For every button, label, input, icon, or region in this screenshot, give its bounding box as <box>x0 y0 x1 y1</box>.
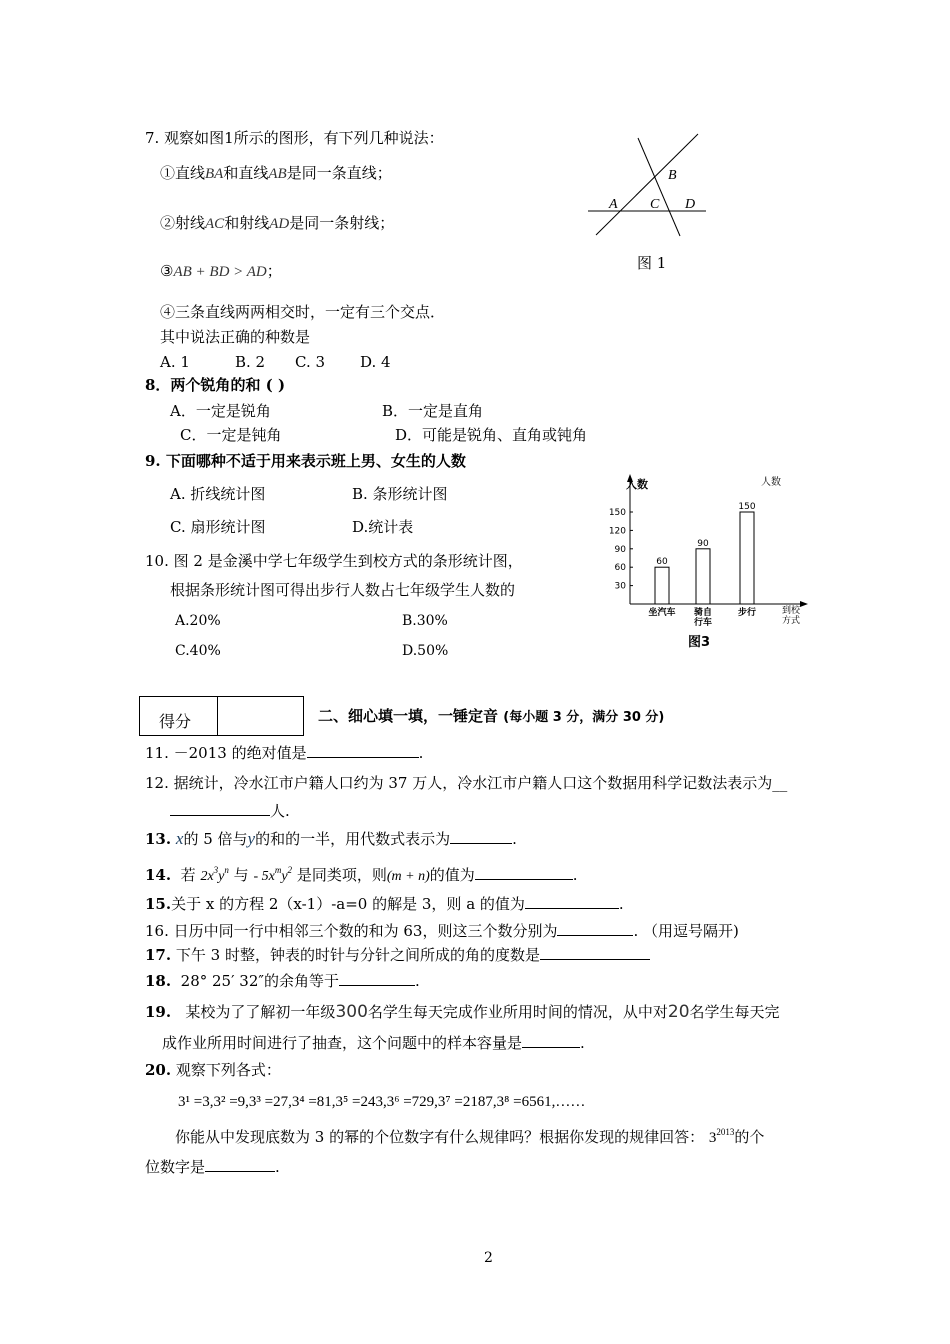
q12-line-2: 人. <box>170 801 290 821</box>
q7-statement-4: ④三条直线两两相交时，一定有三个交点． <box>160 303 446 321</box>
q14-term-1: $2x^3y^n$ <box>200 865 229 884</box>
q8-option-c: C．一定是钝角 <box>180 426 282 444</box>
q20-power-expr: $3^{2013}$ <box>708 1127 735 1146</box>
q20-powers: 3¹ =3,3² =9,3³ =27,3⁴ =81,3⁵ =243,3⁶ =729,3⁷ =2187,3⁸ =6561,…… <box>178 1094 586 1110</box>
q10-line-2: 根据条形统计图可得出步行人数占七年级学生人数的 <box>170 581 516 599</box>
category-label-2-2: 行车 <box>693 618 713 628</box>
q12-line-1: 12. 据统计，冷水江市户籍人口约为 37 万人，冷水江市户籍人口这个数据用科学记数法表示为__ <box>145 774 788 792</box>
page-number: 2 <box>484 1250 493 1266</box>
q13-blank[interactable] <box>450 829 512 844</box>
q19-line-1: 19. 某校为了了解初一年级300名学生每天完成作业所用时间的情况，从中对20名学生每天完 <box>145 1002 780 1022</box>
q18-blank[interactable] <box>339 971 415 986</box>
q12-blank[interactable] <box>170 801 270 816</box>
q16: 16. 日历中同一行中相邻三个数的和为 63，则这三个数分别为 . （用逗号隔开) <box>145 922 739 940</box>
label-a: A <box>609 197 618 212</box>
figure-1-caption: 图 1 <box>637 254 667 272</box>
q10-option-c: C.40% <box>175 643 221 659</box>
q15: 15.关于 x 的方程 2（x-1）-a=0 的解是 3，则 a 的值为 . <box>145 895 624 913</box>
figure-3-bar-chart <box>596 470 821 655</box>
q13: 13. x的 5 倍与y的和的一半，用代数式表示为 . <box>145 829 517 848</box>
q11-blank[interactable] <box>307 743 419 758</box>
q11: 11. －2013 的绝对值是 . <box>145 744 424 762</box>
y-tick-label-60: 60 <box>614 563 626 574</box>
y-tick-label-150: 150 <box>608 508 626 518</box>
y-tick-label-120: 120 <box>608 526 626 537</box>
q20-line-3: 你能从中发现底数为 3 的幂的个位数字有什么规律吗？根据你发现的规律回答： $3^{2013}$的个 <box>175 1127 765 1146</box>
q7-statement-2: ②射线AC和射线AD是同一条射线； <box>160 214 395 232</box>
q20-blank[interactable] <box>205 1157 275 1172</box>
q9-option-d: D.统计表 <box>352 518 414 536</box>
label-b: B <box>668 168 677 183</box>
q9-option-b: B. 条形统计图 <box>352 485 448 503</box>
bar-value-3: 150 <box>738 502 756 512</box>
q10-option-d: D.50% <box>402 643 449 659</box>
q7-option-b: B. 2 <box>235 353 266 371</box>
category-label-1: 坐汽车 <box>648 608 676 618</box>
q10-option-a: A.20% <box>175 613 221 629</box>
q14-blank[interactable] <box>475 865 573 880</box>
label-d: D <box>685 197 696 212</box>
q19-line-2: 成作业所用时间进行了抽查，这个问题中的样本容量是 . <box>162 1034 585 1052</box>
y-tick-label-30: 30 <box>614 581 626 592</box>
q9-option-a: A. 折线统计图 <box>170 485 266 503</box>
q7-option-c: C. 3 <box>295 353 326 371</box>
q7-statement-1: ①直线BA和直线AB是同一条直线； <box>160 164 392 182</box>
line-through-a <box>596 134 698 235</box>
q7-ask: 其中说法正确的种数是 <box>160 328 311 346</box>
q7-option-a: A. 1 <box>160 353 190 371</box>
bar-3 <box>740 512 754 604</box>
x-axis-label-2: 方式 <box>782 616 801 626</box>
q14-term-2: - $5x^my^2$ <box>253 865 293 884</box>
q7-statement-3: ③AB + BD > AD； <box>160 262 282 280</box>
figure-3-caption: 图3 <box>688 635 711 650</box>
q10-line-1: 10. 图 2 是金溪中学七年级学生到校方式的条形统计图， <box>145 552 523 570</box>
q14-expr: (m + n) <box>386 869 430 884</box>
score-label: 得分 <box>159 712 192 731</box>
section-2-title: 二、细心填一填，一锤定音 (每小题 3 分，满分 30 分) <box>318 707 665 725</box>
y-axis-label-secondary: 人数 <box>761 477 781 488</box>
q15-blank[interactable] <box>525 894 619 909</box>
y-axis-label: 人数 <box>626 478 648 491</box>
q8-option-b: B．一定是直角 <box>382 402 484 420</box>
label-c: C <box>650 197 660 212</box>
q20-line-4: 位数字是 . <box>145 1158 280 1176</box>
q7-stem: 7. 观察如图1所示的图形，有下列几种说法： <box>145 129 444 147</box>
q8-option-d: D．可能是锐角、直角或钝角 <box>395 426 588 444</box>
bar-value-2: 90 <box>697 538 709 549</box>
q8-stem: 8．两个锐角的和 ( ) <box>145 376 286 394</box>
bar-2 <box>696 549 710 604</box>
bar-1 <box>655 567 669 604</box>
bar-value-1: 60 <box>656 557 668 568</box>
q19-blank[interactable] <box>522 1033 580 1048</box>
q10-option-b: B.30% <box>402 613 448 629</box>
x-axis-label-1: 到校 <box>782 606 801 616</box>
y-tick-label-90: 90 <box>614 544 626 555</box>
score-box-divider <box>217 697 218 735</box>
q17-blank[interactable] <box>540 945 650 960</box>
q8-option-a: A．一定是锐角 <box>170 402 271 420</box>
q18: 18. 28° 25′ 32″的余角等于 . <box>145 972 420 990</box>
q9-stem: 9. 下面哪种不适于用来表示班上男、女生的人数 <box>145 452 466 470</box>
x-axis-arrow <box>800 601 808 607</box>
q9-option-c: C. 扇形统计图 <box>170 518 266 536</box>
q17: 17. 下午 3 时整，钟表的时针与分针之间所成的角的度数是 <box>145 945 650 965</box>
q14: 14. 若 $2x^3y^n$ 与 - $5x^my^2$ 是同类项，则(m + n)的值为 . <box>145 865 578 884</box>
category-label-3: 步行 <box>737 608 757 618</box>
q7-option-d: D. 4 <box>360 353 391 371</box>
q20-stem: 20. 观察下列各式： <box>145 1061 281 1079</box>
category-label-2-1: 骑自 <box>693 608 713 618</box>
q16-blank[interactable] <box>557 921 633 936</box>
